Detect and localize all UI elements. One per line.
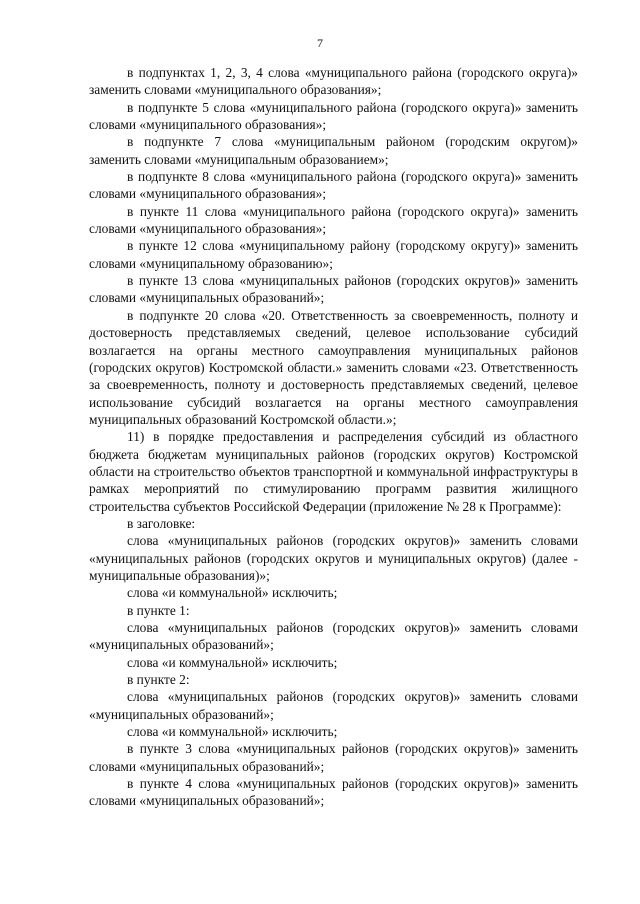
paragraph: слова «муниципальных районов (городских округов)» заменить словами «муниципальных районов (городских округов и муниципальных округов) (далее - муниципальные образования)»;	[89, 533, 578, 583]
paragraph: в пункте 4 слова «муниципальных районов (городских округов)» заменить словами «муниципальных образований»;	[89, 776, 578, 809]
paragraph: в подпункте 20 слова «20. Ответственность за своевременность, полноту и достоверность представляемых сведений, целевое использование субсидий возлагается на органы местного самоуправления муниципальных районов (городских округов) Костромской области.» заменить словами «23. Ответственность за своевременность, полноту и достоверность представляемых сведений, целевое использование субсидий возлагается на органы местного самоуправления муниципальных образований Костромской области.»;	[89, 307, 578, 427]
paragraph: слова «муниципальных районов (городских округов)» заменить словами «муниципальных образований»;	[89, 689, 578, 722]
paragraph: в заголовке:	[127, 515, 196, 531]
paragraph: в пункте 12 слова «муниципальному району (городскому округу)» заменить словами «муниципальному образованию»;	[89, 238, 578, 271]
paragraph: в пункте 1:	[127, 602, 190, 618]
paragraph: слова «и коммунальной» исключить;	[127, 724, 338, 740]
paragraph: в пункте 13 слова «муниципальных районов (городских округов)» заменить словами «муниципальных образований»;	[89, 273, 578, 306]
paragraph: в пункте 2:	[127, 672, 190, 688]
paragraph: слова «и коммунальной» исключить;	[127, 585, 338, 601]
document-body	[89, 64, 578, 810]
paragraph: в подпунктах 1, 2, 3, 4 слова «муниципального района (городского округа)» заменить словами «муниципального образования»;	[89, 65, 578, 98]
paragraph: слова «муниципальных районов (городских округов)» заменить словами «муниципальных образований»;	[89, 620, 578, 653]
paragraph: в пункте 11 слова «муниципального района (городского округа)» заменить словами «муниципального образования»;	[89, 203, 578, 237]
paragraph: в подпункте 5 слова «муниципального района (городского округа)» заменить словами «муниципального образования»;	[89, 99, 578, 133]
paragraph: слова «и коммунальной» исключить;	[127, 654, 338, 670]
page-number: 7	[317, 36, 323, 50]
paragraph: в пункте 3 слова «муниципальных районов (городских округов)» заменить словами «муниципальных образований»;	[89, 741, 578, 774]
paragraph: в подпункте 7 слова «муниципальным районом (городским округом)» заменить словами «муниципальным образованием»;	[89, 134, 578, 167]
paragraph: 11) в порядке предоставления и распределения субсидий из областного бюджета бюджетам муниципальных районов (городских округов) Костромской области на строительство объектов транспортной и коммунальной инфраструктуры в рамках мероприятий по стимулированию программ развития жилищного строительства субъектов Российской Федерации (приложение № 28 к Программе):	[89, 429, 578, 514]
paragraph: в подпункте 8 слова «муниципального района (городского округа)» заменить словами «муниципального образования»;	[89, 169, 578, 202]
